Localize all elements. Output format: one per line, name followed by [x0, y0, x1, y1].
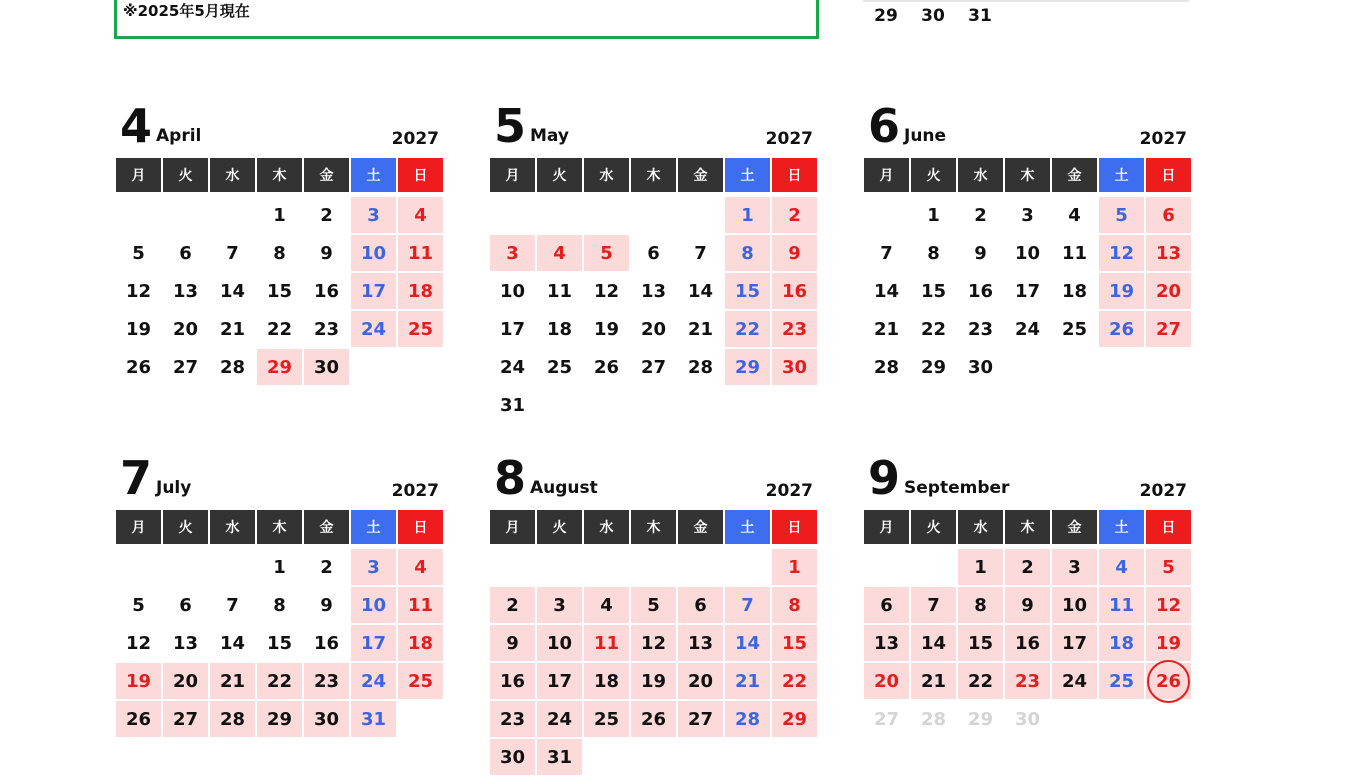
- weekday-header: 水: [958, 510, 1003, 544]
- weekday-header: 月: [864, 158, 909, 192]
- day-cell: 9: [320, 242, 333, 264]
- day-cell: 23: [490, 701, 535, 737]
- weekday-header: 木: [631, 510, 676, 544]
- weekday-header: 月: [490, 158, 535, 192]
- month-april: [116, 100, 443, 387]
- day-cell: 29: [725, 349, 770, 385]
- weekday-header: 水: [958, 158, 1003, 192]
- day-cell: 27: [640, 356, 667, 378]
- day-cell: 6: [179, 594, 192, 616]
- day-cell: 3: [1052, 549, 1097, 585]
- day-cell: 25: [1099, 663, 1144, 699]
- day-cell: 14: [873, 280, 900, 302]
- day-cell: 12: [125, 632, 152, 654]
- day-cell: 1: [273, 556, 286, 578]
- weekday-header: 木: [1005, 158, 1050, 192]
- month-september: [864, 452, 1191, 739]
- day-cell: 2: [320, 204, 333, 226]
- day-cell: 30: [967, 356, 994, 378]
- day-cell: 16: [772, 273, 817, 309]
- day-cell: 12: [1146, 587, 1191, 623]
- month-name: September: [904, 478, 1010, 498]
- day-cell: 31: [351, 701, 396, 737]
- day-cell: 13: [1146, 235, 1191, 271]
- day-cell: 6: [647, 242, 660, 264]
- day-cell: 4: [584, 587, 629, 623]
- day-cell: 17: [351, 273, 396, 309]
- highlight-circle: [1147, 660, 1190, 703]
- day-cell: 13: [864, 625, 909, 661]
- weekday-header: 金: [678, 158, 723, 192]
- weekday-header: 木: [1005, 510, 1050, 544]
- day-cell: 30: [304, 701, 349, 737]
- day-cell: 29: [257, 349, 302, 385]
- day-cell: 6: [179, 242, 192, 264]
- weekday-header: 金: [678, 510, 723, 544]
- month-year: 2027: [1139, 481, 1187, 501]
- day-cell: 4: [1068, 204, 1081, 226]
- day-cell: 22: [958, 663, 1003, 699]
- day-cell: 3: [1021, 204, 1034, 226]
- day-cell: 1: [273, 204, 286, 226]
- month-august: [490, 452, 817, 777]
- day-cell: 16: [967, 280, 994, 302]
- day-cell: 20: [172, 318, 199, 340]
- day-cell: 28: [219, 356, 246, 378]
- month-name: July: [156, 478, 192, 498]
- prev-day: 29: [874, 6, 898, 26]
- month-number: 7: [120, 451, 153, 505]
- day-cell: 18: [546, 318, 573, 340]
- day-cell: 21: [873, 318, 900, 340]
- day-cell: 1: [772, 549, 817, 585]
- day-cell: 3: [490, 235, 535, 271]
- month-header: [116, 100, 443, 158]
- day-cell: 7: [694, 242, 707, 264]
- day-cell: 4: [398, 549, 443, 585]
- day-cell: 18: [398, 273, 443, 309]
- day-cell: 2: [772, 197, 817, 233]
- day-cell: 26: [593, 356, 620, 378]
- day-cell: 11: [546, 280, 573, 302]
- weekday-header: 水: [584, 510, 629, 544]
- day-cell: 17: [499, 318, 526, 340]
- day-cell: 19: [125, 318, 152, 340]
- day-cell: 8: [927, 242, 940, 264]
- day-cell: 5: [584, 235, 629, 271]
- day-cell: 10: [351, 587, 396, 623]
- day-cell: 28: [725, 701, 770, 737]
- day-cell: 21: [911, 663, 956, 699]
- day-cell: 20: [640, 318, 667, 340]
- weekday-header: 土: [351, 510, 396, 544]
- day-cell: 24: [351, 311, 396, 347]
- day-cell: 18: [584, 663, 629, 699]
- month-may: [490, 100, 817, 425]
- day-cell: 5: [1099, 197, 1144, 233]
- day-cell: 23: [304, 663, 349, 699]
- day-cell: 12: [1099, 235, 1144, 271]
- day-cell: 30: [304, 349, 349, 385]
- day-cell: 14: [725, 625, 770, 661]
- day-cell: 4: [537, 235, 582, 271]
- day-cell: 12: [593, 280, 620, 302]
- weekday-header: 水: [210, 510, 255, 544]
- day-cell: 24: [537, 701, 582, 737]
- day-cell: 18: [1061, 280, 1088, 302]
- weekday-header: 月: [490, 510, 535, 544]
- weekday-header: 木: [631, 158, 676, 192]
- month-header: [864, 452, 1191, 510]
- day-cell: 16: [313, 632, 340, 654]
- day-cell: 25: [1061, 318, 1088, 340]
- day-cell: 5: [132, 594, 145, 616]
- day-cell: 10: [1014, 242, 1041, 264]
- day-cell: 21: [210, 663, 255, 699]
- weekday-header: 土: [725, 158, 770, 192]
- day-cell: 8: [273, 242, 286, 264]
- month-name: May: [530, 126, 569, 146]
- day-cell: 10: [537, 625, 582, 661]
- day-cell: 23: [1005, 663, 1050, 699]
- weekday-header: 月: [116, 158, 161, 192]
- day-cell: 26: [1146, 663, 1191, 699]
- notice-text: ※2025年5月現在: [123, 2, 250, 20]
- month-number: 9: [868, 451, 901, 505]
- day-cell: 13: [172, 632, 199, 654]
- day-cell: 26: [116, 701, 161, 737]
- day-cell: 25: [546, 356, 573, 378]
- day-cell: 25: [584, 701, 629, 737]
- day-cell: 30: [490, 739, 535, 775]
- month-number: 8: [494, 451, 527, 505]
- day-cell: 10: [351, 235, 396, 271]
- day-cell: 3: [351, 197, 396, 233]
- day-cell: 21: [219, 318, 246, 340]
- day-cell: 12: [631, 625, 676, 661]
- day-cell: 15: [266, 280, 293, 302]
- day-cell: 16: [1005, 625, 1050, 661]
- weekday-header: 土: [351, 158, 396, 192]
- day-cell: 28: [210, 701, 255, 737]
- weekday-header: 金: [304, 510, 349, 544]
- day-cell: 13: [640, 280, 667, 302]
- weekday-header: 日: [398, 510, 443, 544]
- month-header: [864, 100, 1191, 158]
- day-cell: 19: [1146, 625, 1191, 661]
- day-cell: 7: [226, 594, 239, 616]
- day-cell: 3: [351, 549, 396, 585]
- day-cell: 7: [880, 242, 893, 264]
- weekday-header: 火: [911, 158, 956, 192]
- month-year: 2027: [391, 129, 439, 149]
- day-cell: 16: [490, 663, 535, 699]
- weekday-header: 金: [1052, 158, 1097, 192]
- day-cell: 20: [678, 663, 723, 699]
- day-cell: 27: [163, 701, 208, 737]
- day-cell: 17: [1014, 280, 1041, 302]
- day-cell: 14: [219, 280, 246, 302]
- day-cell: 23: [313, 318, 340, 340]
- day-cell: 27: [678, 701, 723, 737]
- day-cell: 23: [967, 318, 994, 340]
- day-cell: 18: [398, 625, 443, 661]
- weekday-header: 月: [864, 510, 909, 544]
- day-cell: 5: [631, 587, 676, 623]
- day-cell: 27: [172, 356, 199, 378]
- month-july: [116, 452, 443, 739]
- day-cell: 11: [1099, 587, 1144, 623]
- day-cell: 25: [398, 311, 443, 347]
- day-cell: 2: [320, 556, 333, 578]
- day-cell: 11: [398, 587, 443, 623]
- prev-day: 31: [968, 6, 992, 26]
- day-cell: 29: [257, 701, 302, 737]
- weekday-header: 水: [584, 158, 629, 192]
- day-cell: 5: [132, 242, 145, 264]
- day-cell: 24: [351, 663, 396, 699]
- day-cell: 8: [273, 594, 286, 616]
- weekday-header: 月: [116, 510, 161, 544]
- day-cell: 31: [537, 739, 582, 775]
- day-cell: 17: [1052, 625, 1097, 661]
- month-header: [490, 452, 817, 510]
- weekday-header: 日: [398, 158, 443, 192]
- month-header: [490, 100, 817, 158]
- month-name: June: [904, 126, 947, 146]
- day-cell: 2: [974, 204, 987, 226]
- day-cell: 6: [678, 587, 723, 623]
- weekday-header: 土: [1099, 158, 1144, 192]
- weekday-header: 金: [304, 158, 349, 192]
- day-cell: 22: [257, 663, 302, 699]
- day-cell: 24: [499, 356, 526, 378]
- day-cell: 15: [725, 273, 770, 309]
- day-cell: 22: [772, 663, 817, 699]
- month-header: [116, 452, 443, 510]
- day-cell: 13: [172, 280, 199, 302]
- day-cell: 6: [1146, 197, 1191, 233]
- day-cell: 22: [725, 311, 770, 347]
- day-cell: 20: [864, 663, 909, 699]
- day-cell: 28: [920, 708, 947, 730]
- day-cell: 31: [499, 394, 526, 416]
- day-cell: 15: [266, 632, 293, 654]
- day-cell: 7: [725, 587, 770, 623]
- day-cell: 30: [1014, 708, 1041, 730]
- day-cell: 15: [958, 625, 1003, 661]
- day-cell: 21: [687, 318, 714, 340]
- weekday-header: 金: [1052, 510, 1097, 544]
- weekday-header: 土: [725, 510, 770, 544]
- day-cell: 29: [772, 701, 817, 737]
- day-cell: 2: [1005, 549, 1050, 585]
- day-cell: 4: [398, 197, 443, 233]
- day-cell: 14: [687, 280, 714, 302]
- weekday-header: 火: [163, 510, 208, 544]
- day-cell: 25: [398, 663, 443, 699]
- day-cell: 9: [974, 242, 987, 264]
- weekday-header: 日: [772, 510, 817, 544]
- weekday-header: 土: [1099, 510, 1144, 544]
- weekday-header: 火: [911, 510, 956, 544]
- day-cell: 9: [490, 625, 535, 661]
- day-cell: 17: [537, 663, 582, 699]
- day-cell: 27: [873, 708, 900, 730]
- day-cell: 1: [725, 197, 770, 233]
- day-cell: 4: [1099, 549, 1144, 585]
- weekday-header: 火: [163, 158, 208, 192]
- day-cell: 27: [1146, 311, 1191, 347]
- day-cell: 5: [1146, 549, 1191, 585]
- day-cell: 30: [772, 349, 817, 385]
- month-name: August: [530, 478, 598, 498]
- day-cell: 21: [725, 663, 770, 699]
- day-cell: 28: [687, 356, 714, 378]
- prev-day: 30: [921, 6, 945, 26]
- day-cell: 9: [1005, 587, 1050, 623]
- weekday-header: 水: [210, 158, 255, 192]
- day-cell: 7: [226, 242, 239, 264]
- divider: [863, 0, 1189, 2]
- day-cell: 7: [911, 587, 956, 623]
- month-year: 2027: [765, 481, 813, 501]
- weekday-header: 日: [1146, 510, 1191, 544]
- day-cell: 19: [1099, 273, 1144, 309]
- day-cell: 12: [125, 280, 152, 302]
- day-cell: 19: [116, 663, 161, 699]
- day-cell: 9: [772, 235, 817, 271]
- day-cell: 9: [320, 594, 333, 616]
- day-cell: 22: [920, 318, 947, 340]
- day-cell: 3: [537, 587, 582, 623]
- day-cell: 16: [313, 280, 340, 302]
- day-cell: 6: [864, 587, 909, 623]
- month-number: 6: [868, 99, 901, 153]
- day-cell: 11: [1061, 242, 1088, 264]
- day-cell: 24: [1052, 663, 1097, 699]
- weekday-header: 火: [537, 158, 582, 192]
- day-cell: 8: [725, 235, 770, 271]
- day-cell: 14: [219, 632, 246, 654]
- day-cell: 10: [1052, 587, 1097, 623]
- day-cell: 11: [584, 625, 629, 661]
- day-cell: 10: [499, 280, 526, 302]
- day-cell: 29: [967, 708, 994, 730]
- day-cell: 24: [1014, 318, 1041, 340]
- day-cell: 26: [1099, 311, 1144, 347]
- day-cell: 20: [163, 663, 208, 699]
- month-number: 5: [494, 99, 527, 153]
- weekday-header: 火: [537, 510, 582, 544]
- weekday-header: 木: [257, 158, 302, 192]
- day-cell: 15: [920, 280, 947, 302]
- day-cell: 23: [772, 311, 817, 347]
- weekday-header: 日: [772, 158, 817, 192]
- day-cell: 1: [958, 549, 1003, 585]
- day-cell: 26: [125, 356, 152, 378]
- weekday-header: 木: [257, 510, 302, 544]
- day-cell: 29: [920, 356, 947, 378]
- day-cell: 8: [772, 587, 817, 623]
- previous-month-tail: [863, 0, 1189, 36]
- month-year: 2027: [765, 129, 813, 149]
- day-cell: 18: [1099, 625, 1144, 661]
- day-cell: 19: [593, 318, 620, 340]
- day-cell: 28: [873, 356, 900, 378]
- notice-box: [114, 0, 819, 39]
- day-cell: 2: [490, 587, 535, 623]
- day-cell: 26: [631, 701, 676, 737]
- day-cell: 8: [958, 587, 1003, 623]
- day-cell: 15: [772, 625, 817, 661]
- day-cell: 14: [911, 625, 956, 661]
- day-cell: 11: [398, 235, 443, 271]
- month-june: [864, 100, 1191, 387]
- day-cell: 17: [351, 625, 396, 661]
- day-cell: 20: [1146, 273, 1191, 309]
- month-year: 2027: [1139, 129, 1187, 149]
- weekday-header: 日: [1146, 158, 1191, 192]
- month-name: April: [156, 126, 202, 146]
- month-year: 2027: [391, 481, 439, 501]
- month-number: 4: [120, 99, 153, 153]
- day-cell: 19: [631, 663, 676, 699]
- day-cell: 1: [927, 204, 940, 226]
- day-cell: 22: [266, 318, 293, 340]
- day-cell: 13: [678, 625, 723, 661]
